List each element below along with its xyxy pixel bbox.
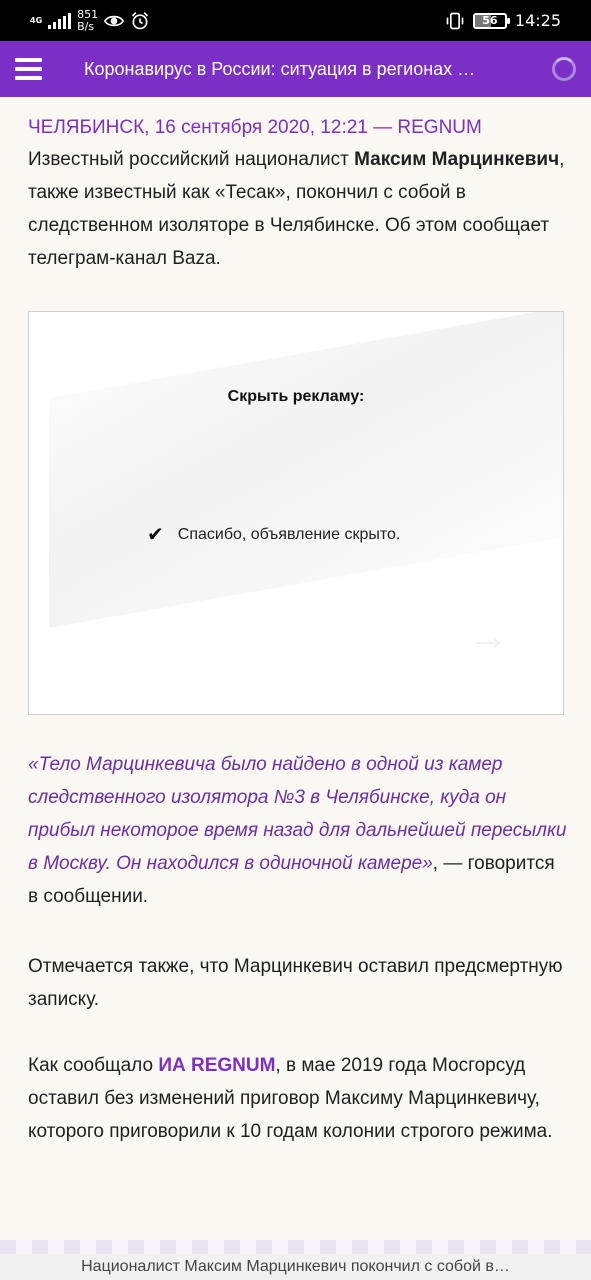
article-body <box>28 112 568 275</box>
article-paragraph-3 <box>28 950 568 1016</box>
article-paragraph-4 <box>28 1049 568 1148</box>
ad-background <box>49 311 564 628</box>
checkmark-icon: ✔ <box>147 524 164 546</box>
clock: 14:25 <box>514 11 561 30</box>
alarm-icon <box>130 11 150 31</box>
person-name: Максим Марцинкевич <box>354 149 560 170</box>
status-bar <box>0 0 591 41</box>
paragraph-text: , также известный как «Тесак», покончил с собой в следственном изоляторе в Челябинске. Об этом сообщает телеграм-канал Baza. <box>28 149 565 269</box>
quote-attribution: , — говорится в сообщении. <box>28 853 555 907</box>
header-title[interactable]: Коронавирус в России: ситуация в регионах … <box>84 58 476 79</box>
paragraph-text: Известный российский националист <box>28 149 355 170</box>
paragraph-text <box>28 1049 568 1148</box>
network-speed <box>77 9 98 33</box>
paragraph-text-start: Как сообщало <box>28 1055 159 1076</box>
hamburger-menu-icon[interactable] <box>0 41 56 97</box>
speed-value: 851 <box>77 7 99 21</box>
bottom-divider <box>0 1240 591 1254</box>
bottom-article-bar[interactable]: Националист Максим Марцинкевич покончил с собой в… <box>0 1254 591 1280</box>
speed-unit: B/s <box>77 19 95 33</box>
app-header <box>0 41 591 97</box>
ad-container <box>28 311 564 715</box>
network-type: 4G <box>30 15 43 25</box>
battery-icon <box>473 13 507 29</box>
paragraph-text: Отмечается также, что Марцинкевич оставил предсмертную записку. <box>28 956 563 1010</box>
loading-spinner-icon <box>552 57 576 81</box>
quote-text: «Тело Марцинкевича было найдено в одной из камер следственного изолятора №3 в Челябинске, куда он прибыл некоторое время назад для дальнейшей пересылки в Москву. Он находился в одиночной камере» <box>28 754 567 874</box>
article-dateline: ЧЕЛЯБИНСК, 16 сентября 2020, 12:21 — REGNUM <box>28 117 482 138</box>
status-right <box>445 11 561 31</box>
arrow-right-icon: → <box>467 612 509 659</box>
signal-icon <box>48 13 71 29</box>
paragraph-text-end: , в мае 2019 года Мосгорсуд оставил без изменений приговор Максиму Марцинкевичу, которого приговорили к 10 годам колонии строгого режима. <box>28 1055 553 1142</box>
quote-paragraph <box>28 748 568 913</box>
regnum-link[interactable]: ИА REGNUM <box>158 1055 276 1076</box>
hide-ad-title: Скрыть рекламу: <box>227 388 365 405</box>
status-left <box>30 9 150 33</box>
ad-hidden-confirmation <box>147 522 400 547</box>
eye-icon <box>104 11 124 31</box>
battery-level: 56 <box>482 13 498 27</box>
article-quote <box>28 748 568 913</box>
vibrate-icon <box>445 11 465 31</box>
article-paragraph-1 <box>28 143 568 275</box>
ad-hidden-text: Спасибо, объявление скрыто. <box>177 525 401 543</box>
